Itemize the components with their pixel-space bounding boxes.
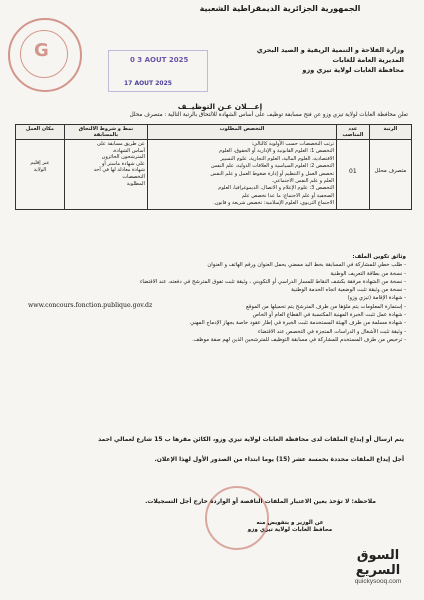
condition-line: التخصصات (122, 173, 145, 180)
specialty-line: التخصص 1: العلوم القانونية و الإدارية أو الحقوق، العلوم (219, 148, 334, 155)
document-item: - نسخة من بطاقة التعريف الوطنية (330, 270, 406, 277)
specialty-line: تخصص العمل و التنظيم أو إدارة ضغوط العمل و علم النفس (210, 170, 334, 177)
document-item: - شهادة عمل تثبت الخبرة المهنية المكتسبة في القطاع العام أو الخاص (252, 312, 406, 319)
conservation-line: محافظة الغابات لولاية تيزي وزو (302, 66, 404, 74)
cell-conditions (64, 140, 147, 210)
specialty-line: الاقتصادية، العلوم المالية، العلوم التجارية، علوم التسيير (220, 155, 334, 162)
deadline-text: أجل إيداع الملفات محددة بخمسة عشر (15) يوما ابتداء من الصدور الأول لهذا الإعلان. (154, 456, 404, 463)
website-link[interactable]: www.concours.fonction.publique.gov.dz (28, 302, 153, 309)
place-line: عبر إقليم (30, 160, 50, 166)
specialty-line: ترتب التخصصات حسب الأولوية كالتالي: (251, 141, 334, 147)
site-watermark (338, 548, 418, 585)
document-item: - نسخة من وثيقة تثبت الوضعية اتجاه الخدمة الوطنية (291, 287, 406, 294)
signature-line: محافظ الغابات لولاية تيزي وزو (247, 527, 333, 533)
specialty-line: التخصص 2: العلوم السياسية و العلاقات الدولية، علم النفس (210, 163, 334, 170)
document-item: - نسخة من الشهادة مرفقة بكشف النقاط للمسار الدراسي أو التكويني ، وثيقة تثبت تفوق المترشح في دفعته، عند الاقتضاء (139, 278, 406, 285)
condition-line: عن طريق مسابقة على (96, 141, 145, 147)
signature-line: عن الوزير و بتفويض منه (256, 520, 324, 526)
document-item: - ترخيص من طرف المستخدم للمشاركة في مسابقة التوظيف للمترشحين الذين لهم صفة موظف. (192, 336, 406, 343)
deposit-instructions: يتم ارسال أو إيداع الملفات لدى محافظة الغابات لولاية تيزي وزو، الكائن مقرها ب 15 شارع لعمالي احمد (98, 436, 404, 443)
document-item: - طلب خطي للمشاركة في المسابقة بخط اليد ممضي يحمل العنوان ورقم الهاتف و العنوان (207, 262, 406, 269)
specialty-line: العلم و علم النفس الاجتماعي. (271, 178, 334, 185)
condition-line: المترشحون الحائزون (101, 154, 145, 161)
condition-line: شهادة معادلة لها في أحد (93, 167, 145, 174)
document-item: - شهادة مسلمة من طرف الهيئة المستخدمة تثبت الخبرة في إطار عقود خاصة بجهاز الإدماج المهني (190, 320, 406, 327)
table-row (16, 140, 412, 210)
cell-place (16, 140, 65, 210)
document-item: - شهادة الإقامة (تيزي وزو) (347, 295, 406, 302)
ministry-line: وزارة الفلاحة و التنمية الريفية و الصيد البحري (256, 46, 404, 54)
republic-header: الجمهورية الجزائرية الديمقراطية الشعبية (199, 4, 361, 13)
condition-line: أساس الشهادة، (112, 147, 145, 154)
signature-block (200, 520, 380, 534)
header-specialty: التخصص المطلوب (147, 125, 336, 140)
cell-rank: متصرف محلل (369, 140, 411, 210)
cell-specialty (147, 140, 336, 210)
documents-list (16, 253, 406, 344)
specialty-line: الاجتماع التربوي، العلوم الإسلامية: تخصص شريعة و قانون. (213, 200, 334, 207)
documents-title: وثائق تكوين الملف: (352, 254, 406, 260)
watermark-name: السوق السريع (355, 548, 401, 578)
official-seal: G (8, 18, 82, 92)
directorate-line: المديرية العامة للغابات (332, 56, 404, 64)
document-item: - وثيقة تثبت الأشغال و الدراسات المنجزة في التخصص عند الاقتضاء (257, 328, 406, 335)
cell-count: 01 (337, 140, 370, 210)
handwritten-date: 17 AOUT 2025 (124, 80, 172, 87)
signature-seal (205, 486, 269, 550)
header-count: عدد المناصب (337, 125, 370, 140)
watermark-domain: quickysooq.com (354, 578, 402, 585)
condition-line: المطلوبة (126, 180, 145, 187)
specialty-line: التخصص 3: علوم الإعلام و الاتصال، الديموغرافيا، العلوم (218, 185, 334, 192)
document-item: - إستمارة المعلومات يتم ملؤها من طرف المترشح يتم تحميلها من الموقع (245, 303, 406, 310)
stamp-date: 0 3 AOUT 2025 (130, 56, 189, 64)
place-line: الولاية (33, 167, 47, 173)
header-conditions: نمط و شروط الالتحاق بالمسابقة (64, 125, 147, 140)
announcement-title: إعـــلان عـن التوظيــف (177, 102, 263, 111)
announcement-intro: تعلن محافظة الغابات لولاية تيزي وزو عن فتح مسابقة توظيف على أساس الشهادة للالتحاق بالرتبة التالية : متصرف محلل (129, 112, 408, 118)
condition-line: على شهادة ماستر أو (102, 160, 145, 167)
header-place: مكان العمل (16, 125, 65, 140)
header-rank: الرتبة (369, 125, 411, 140)
note-text: ملاحظة: لا تؤخذ بعين الاعتبار الملفات الناقصة أو الواردة خارج أجل التسجيلات. (145, 498, 376, 505)
specialty-line: الصحفية أو علم الاجتماع: ما عدا تخصص علم (241, 192, 334, 199)
positions-table (15, 124, 412, 210)
